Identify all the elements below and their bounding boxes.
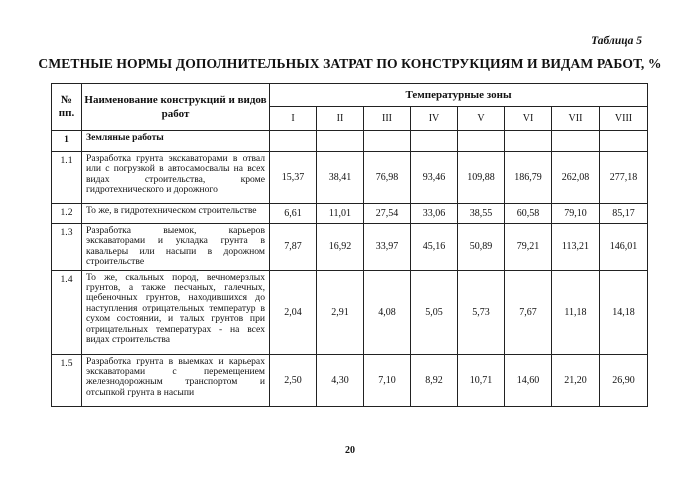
row-name: То же, скальных пород, вечномерзлых грунтов, а также песчаных, галечных, щебеночных грунтов, находившихся до наступления отрицательных температур в сухом состоянии, и талых грунтов при отрицательных температурах - на всех видах строительства [82,270,270,354]
value-cell: 4,08 [364,270,411,354]
value-cell: 2,04 [270,270,317,354]
value-cell: 76,98 [364,152,411,204]
value-cell: 5,73 [458,270,505,354]
table-row [52,354,648,406]
header-zones: Температурные зоны [270,84,648,107]
header-number: № пп. [52,84,82,131]
value-cell: 21,20 [552,354,600,406]
value-cell: 7,87 [270,224,317,271]
zone-header: III [364,107,411,131]
value-cell: 14,60 [505,354,552,406]
row-name: То же, в гидротехническом строительстве [82,204,270,224]
table-row [52,204,648,224]
norms-table [51,83,648,407]
row-name: Разработка выемок, карьеров экскаваторами и укладка грунта в кавальеры или насыпи в дорожном строительстве [82,224,270,271]
value-cell: 7,67 [505,270,552,354]
value-cell: 7,10 [364,354,411,406]
value-cell: 2,91 [317,270,364,354]
value-cell: 2,50 [270,354,317,406]
section-row [52,131,648,152]
row-name: Разработка грунта в выемках и карьерах экскаваторами с перемещением железнодорожным транспортом и отсыпкой грунта в насыпи [82,354,270,406]
value-cell: 27,54 [364,204,411,224]
value-cell: 33,06 [411,204,458,224]
zone-header: VII [552,107,600,131]
zone-header: VIII [600,107,648,131]
value-cell: 10,71 [458,354,505,406]
value-cell: 11,18 [552,270,600,354]
value-cell: 5,05 [411,270,458,354]
value-cell: 85,17 [600,204,648,224]
page-title: СМЕТНЫЕ НОРМЫ ДОПОЛНИТЕЛЬНЫХ ЗАТРАТ ПО КОНСТРУКЦИЯМ И ВИДАМ РАБОТ, % [38,56,662,71]
table-row [52,152,648,204]
value-cell: 16,92 [317,224,364,271]
value-cell: 277,18 [600,152,648,204]
value-cell: 45,16 [411,224,458,271]
value-cell: 93,46 [411,152,458,204]
row-number: 1.5 [52,354,82,406]
value-cell: 79,10 [552,204,600,224]
row-name: Разработка грунта экскаваторами в отвал или с погрузкой в автосамосвалы на всех видах строительства, кроме гидротехнического и дорожного [82,152,270,204]
zone-header: V [458,107,505,131]
table-label: Таблица 5 [591,35,642,47]
value-cell: 38,41 [317,152,364,204]
table-row [52,270,648,354]
zone-header: IV [411,107,458,131]
value-cell: 50,89 [458,224,505,271]
value-cell: 33,97 [364,224,411,271]
value-cell: 262,08 [552,152,600,204]
zone-header: VI [505,107,552,131]
value-cell: 26,90 [600,354,648,406]
value-cell: 14,18 [600,270,648,354]
row-number: 1.2 [52,204,82,224]
value-cell: 60,58 [505,204,552,224]
value-cell: 186,79 [505,152,552,204]
row-number: 1.3 [52,224,82,271]
zone-header: II [317,107,364,131]
row-number: 1.4 [52,270,82,354]
header-name: Наименование конструкций и видов работ [82,84,270,131]
value-cell: 113,21 [552,224,600,271]
value-cell: 38,55 [458,204,505,224]
value-cell: 6,61 [270,204,317,224]
row-number: 1.1 [52,152,82,204]
value-cell: 15,37 [270,152,317,204]
value-cell: 79,21 [505,224,552,271]
section-number: 1 [52,131,82,152]
table-row [52,224,648,271]
page-number: 20 [345,445,355,456]
value-cell: 146,01 [600,224,648,271]
value-cell: 4,30 [317,354,364,406]
value-cell: 109,88 [458,152,505,204]
section-title: Земляные работы [82,131,270,152]
value-cell: 8,92 [411,354,458,406]
zone-header: I [270,107,317,131]
value-cell: 11,01 [317,204,364,224]
